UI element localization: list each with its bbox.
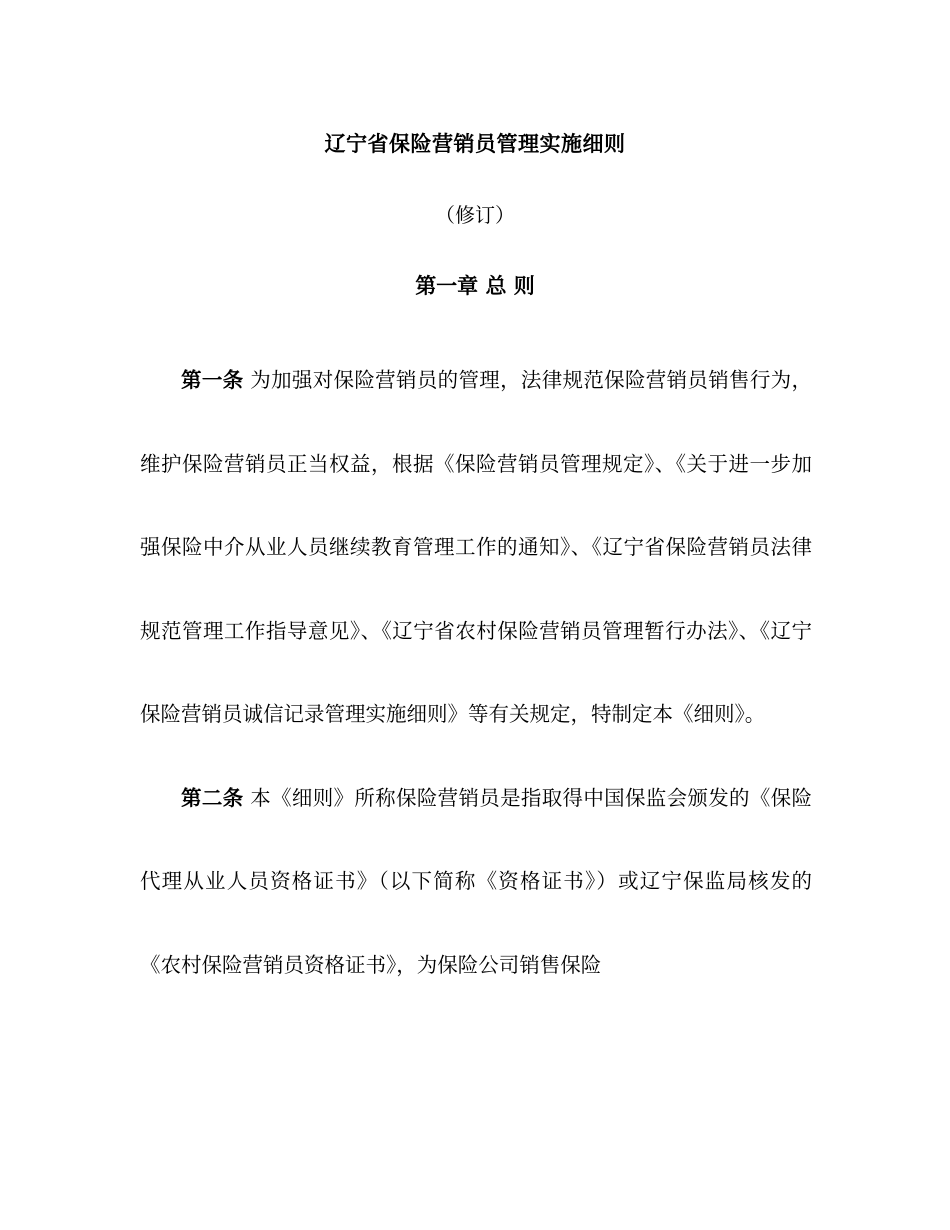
chapter-title: 第一章 总 则 <box>415 274 535 298</box>
article-2 <box>140 757 812 1008</box>
article-2-text: 本《细则》所称保险营销员是指取得中国保监会颁发的《保险代理从业人员资格证书》（以下简称《资格证书》）或辽宁保监局核发的《农村保险营销员资格证书》，为保险公司销售保险 <box>140 785 813 977</box>
document-subtitle: （修订） <box>435 203 515 227</box>
article-2-number: 第二条 <box>181 785 244 810</box>
document-body <box>140 339 812 1007</box>
document-title: 辽宁省保险营销员管理实施细则 <box>324 132 626 156</box>
article-1-number: 第一条 <box>181 368 244 392</box>
article-1 <box>140 339 812 757</box>
article-1-text: 为加强对保险营销员的管理，法律规范保险营销员销售行为，维护保险营销员正当权益，根据《保险营销员管理规定》、《关于进一步加强保险中介从业人员继续教育管理工作的通知》、《辽宁省保险营销员法律规范管理工作指导意见》、《辽宁省农村保险营销员管理暂行办法》、《辽宁保险营销员诚信记录管理实施细则》等有关规定，特制定本《细则》。 <box>140 368 813 726</box>
